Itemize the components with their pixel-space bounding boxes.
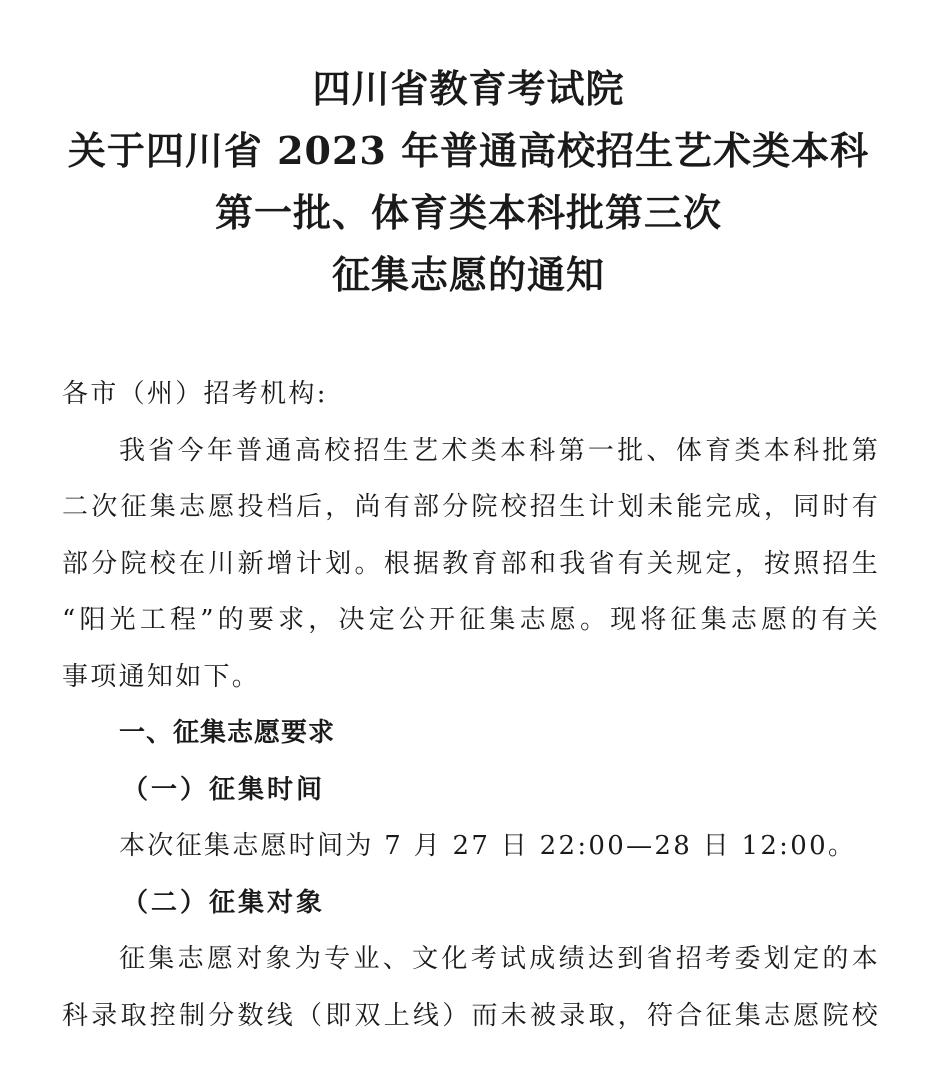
document-body (62, 366, 880, 1044)
sub2-line-1: 征集志愿对象为专业、文化考试成绩达到省招考委划定的本 (119, 944, 880, 974)
sub1-heading: （一）征集时间 (122, 774, 326, 805)
section1-heading: 一、征集志愿要求 (119, 718, 336, 748)
title-line-issuer: 四川省教育考试院 (312, 66, 625, 111)
paragraph1-line-4: “阳光工程”的要求，决定公开征集志愿。现将征集志愿的有关 (62, 605, 880, 635)
title-line-2: 关于四川省 2023 年普通高校招生艺术类本科 (67, 128, 870, 173)
sub2-line-2: 科录取控制分数线（即双上线）而未被录取，符合征集志愿院校 (62, 1000, 880, 1031)
paragraph1-line-5: 事项通知如下。 (62, 661, 261, 692)
document-title (0, 58, 937, 306)
sub2-heading: （二）征集对象 (122, 887, 326, 918)
title-line-3: 第一批、体育类本科批第三次 (214, 190, 722, 235)
paragraph1-line-1: 我省今年普通高校招生艺术类本科第一批、体育类本科批第 (119, 435, 880, 466)
sub1-text: 本次征集志愿时间为 7 月 27 日 22:00—28 日 12:00。 (119, 831, 857, 861)
paragraph1-line-3: 部分院校在川新增计划。根据教育部和我省有关规定，按照招生 (62, 548, 880, 579)
title-line-4: 征集志愿的通知 (331, 252, 605, 297)
paragraph1-line-2: 二次征集志愿投档后，尚有部分院校招生计划未能完成，同时有 (62, 492, 880, 522)
salutation: 各市（州）招考机构: (62, 379, 328, 409)
